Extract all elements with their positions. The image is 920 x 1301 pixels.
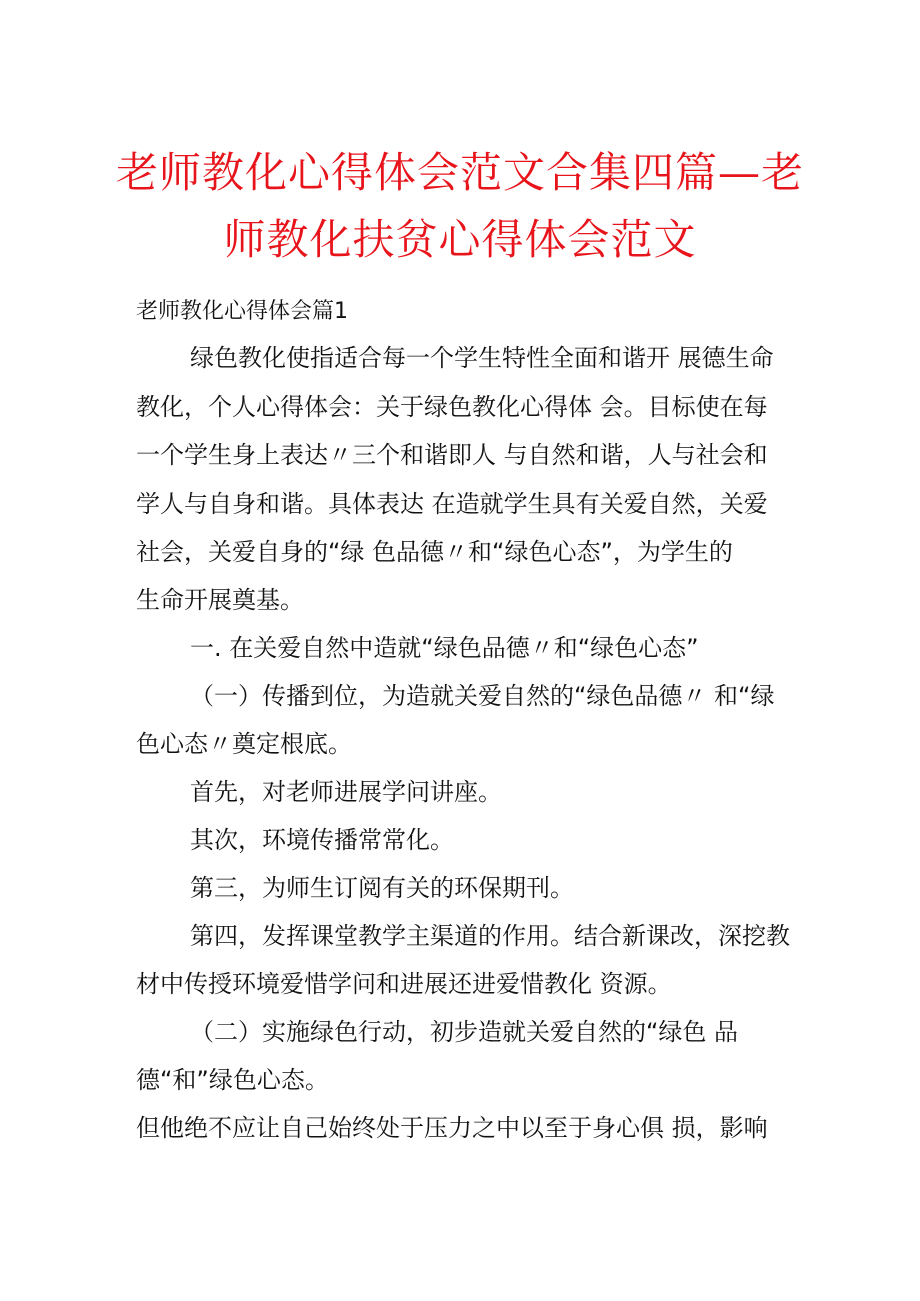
- section-heading: 老师教化心得体会篇1: [136, 299, 348, 324]
- paragraph-line: 教化，个人心得体会：关于绿色教化心得体 会。目标使在每: [136, 393, 768, 421]
- paragraph-line: 社会，关爱自身的“绿 色品德〃和“绿色心态”，为学生的: [136, 538, 733, 566]
- paragraph-line: 德“和”绿色心态。: [136, 1066, 329, 1094]
- section-subtitle: 一. 在关爱自然中造就“绿色品德〃和“绿色心态”: [190, 634, 699, 662]
- paragraph-line: 材中传授环境爱惜学问和进展还进爱惜教化 资源。: [136, 970, 672, 998]
- list-item: 第三，为师生订阅有关的环保期刊。: [190, 874, 574, 902]
- document-title-line-2: 师教化扶贫心得体会范文: [223, 215, 697, 264]
- paragraph-line: 生命开展奠基。: [136, 586, 304, 614]
- paragraph-line: 绿色教化使指适合每一个学生特性全面和谐开 展德生命: [190, 344, 774, 372]
- paragraph-line: 但他绝不应让自己始终处于压力之中以至于身心俱 损，影响: [136, 1114, 768, 1142]
- paragraph-line: （二）实施绿色行动，初步造就关爱自然的“绿色 品: [190, 1018, 739, 1046]
- paragraph-line: （一）传播到位，为造就关爱自然的“绿色品德〃 和“绿: [190, 682, 775, 710]
- list-item: 其次，环境传播常常化。: [190, 826, 454, 854]
- paragraph-line: 一个学生身上表达〃三个和谐即人 与自然和谐，人与社会和: [136, 441, 768, 469]
- list-item: 第四，发挥课堂教学主渠道的作用。结合新课改，深挖教: [190, 922, 790, 950]
- document-title-line-1: 老师教化心得体会范文合集四篇—老: [115, 148, 804, 197]
- paragraph-line: 学人与自身和谐。具体表达 在造就学生具有关爱自然，关爱: [136, 490, 768, 518]
- paragraph-line: 色心态〃奠定根底。: [136, 730, 352, 758]
- list-item: 首先，对老师进展学问讲座。: [190, 778, 502, 806]
